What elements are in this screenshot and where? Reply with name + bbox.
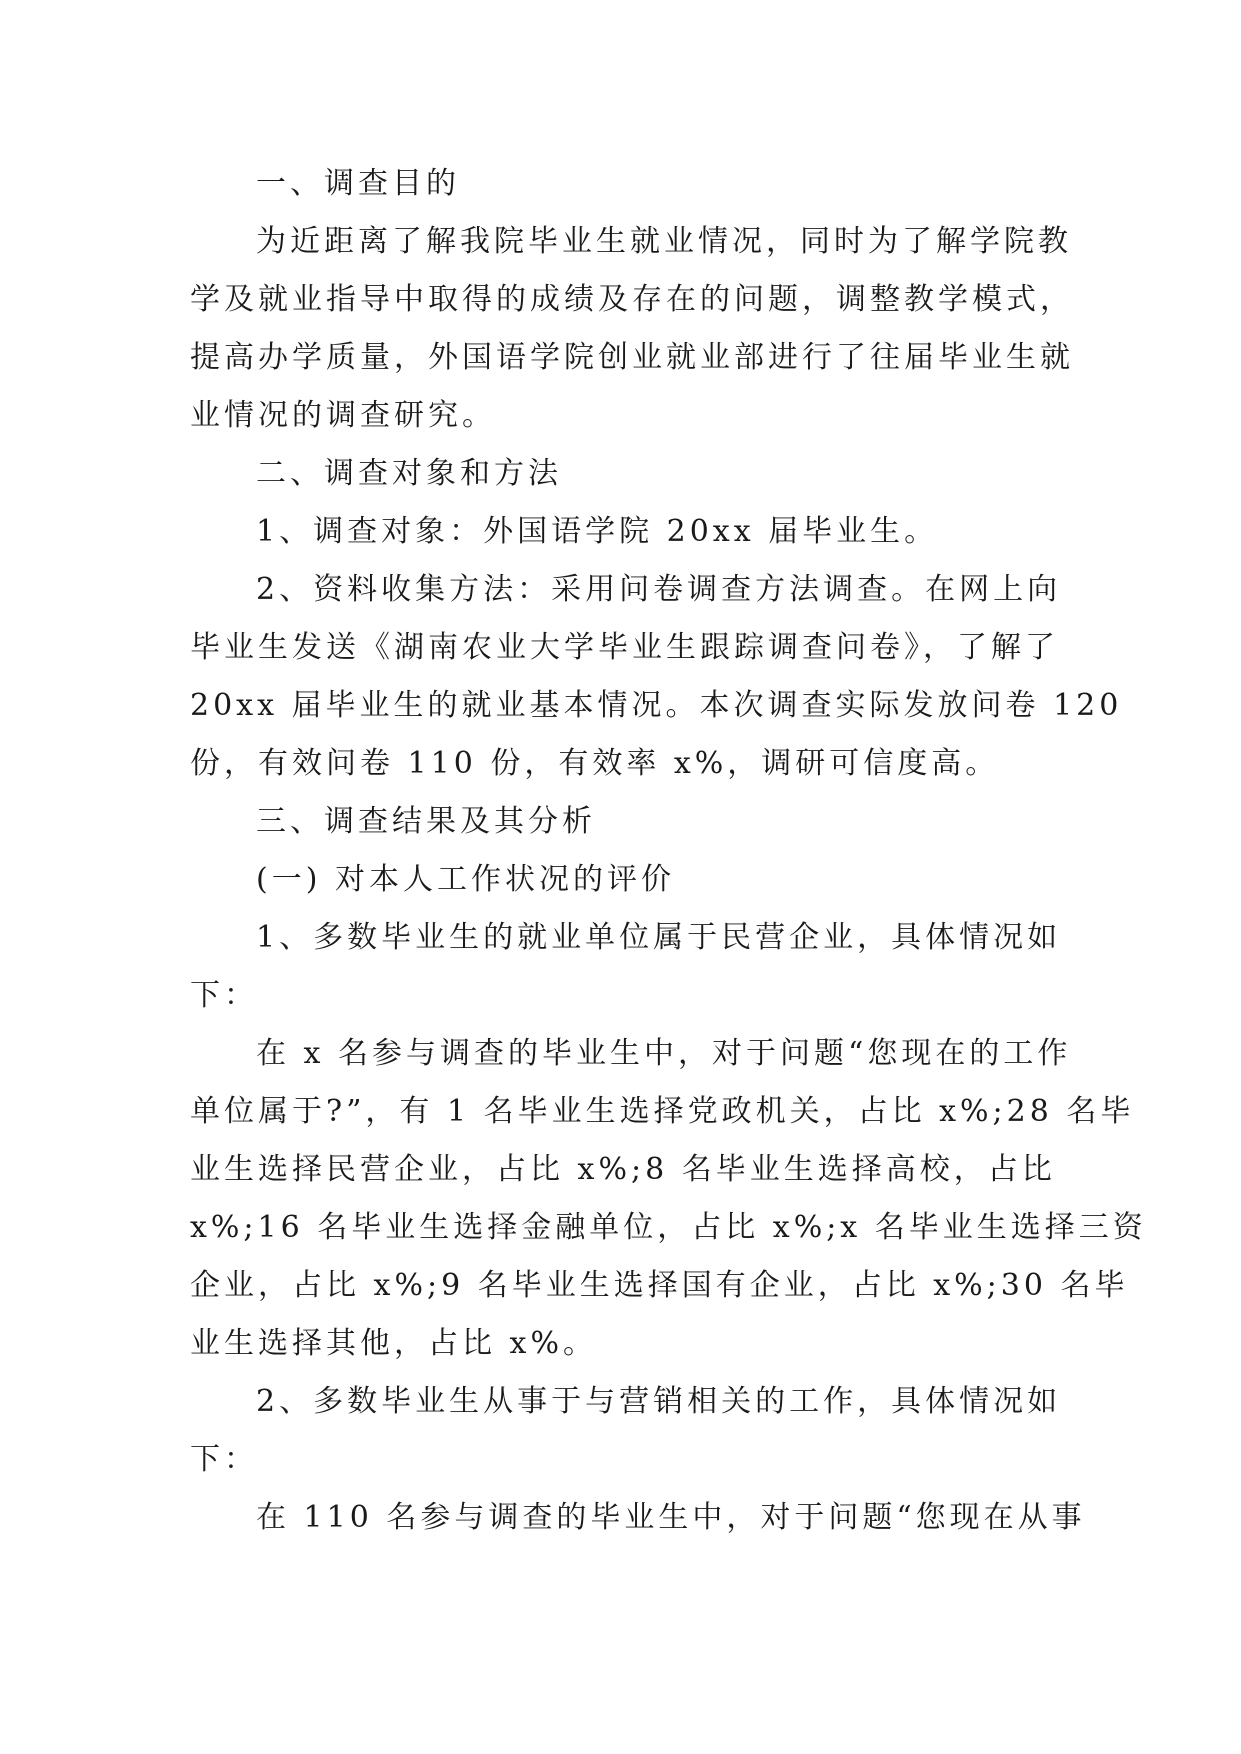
paragraph-line: 提高办学质量，外国语学院创业就业部进行了往届毕业生就 [190,340,1074,375]
paragraph-line: 20xx 届毕业生的就业基本情况。本次调查实际发放问卷 120 [190,688,1123,723]
paragraph-line: 学及就业指导中取得的成绩及存在的问题，调整教学模式， [190,282,1074,317]
section-heading-purpose: 一、调查目的 [256,166,460,201]
paragraph-line: 单位属于?”，有 1 名毕业生选择党政机关，占比 x%;28 名毕 [190,1094,1135,1129]
paragraph-line: 在 110 名参与调查的毕业生中，对于问题“您现在从事 [256,1500,1086,1535]
paragraph-line: 1、多数毕业生的就业单位属于民营企业，具体情况如 [256,920,1062,955]
paragraph-line: 份，有效问卷 110 份，有效率 x%，调研可信度高。 [190,746,1000,781]
paragraph-line: 业生选择民营企业，占比 x%;8 名毕业生选择高校，占比 [190,1152,1056,1187]
section-heading-subjects-methods: 二、调查对象和方法 [256,456,562,491]
document-body [190,155,1147,1547]
paragraph-line: 毕业生发送《湖南农业大学毕业生跟踪调查问卷》，了解了 [190,630,1059,665]
paragraph-line: 1、调查对象：外国语学院 20xx 届毕业生。 [256,514,939,549]
paragraph-line: x%;16 名毕业生选择金融单位，占比 x%;x 名毕业生选择三资 [190,1210,1147,1245]
paragraph-line: 2、多数毕业生从事于与营销相关的工作，具体情况如 [256,1384,1062,1419]
paragraph-line: 业生选择其他，占比 x%。 [190,1326,597,1361]
paragraph-line: 为近距离了解我院毕业生就业情况，同时为了解学院教 [256,224,1072,259]
paragraph-line: 业情况的调查研究。 [190,398,496,433]
subsection-heading: (一) 对本人工作状况的评价 [256,862,675,897]
paragraph-line: 下： [190,978,258,1013]
paragraph-line: 在 x 名参与调查的毕业生中，对于问题“您现在的工作 [256,1036,1072,1071]
paragraph-line: 2、资料收集方法：采用问卷调查方法调查。在网上向 [256,572,1062,607]
section-heading-results: 三、调查结果及其分析 [256,804,596,839]
paragraph-line: 企业，占比 x%;9 名毕业生选择国有企业，占比 x%;30 名毕 [190,1268,1129,1303]
paragraph-line: 下： [190,1442,258,1477]
